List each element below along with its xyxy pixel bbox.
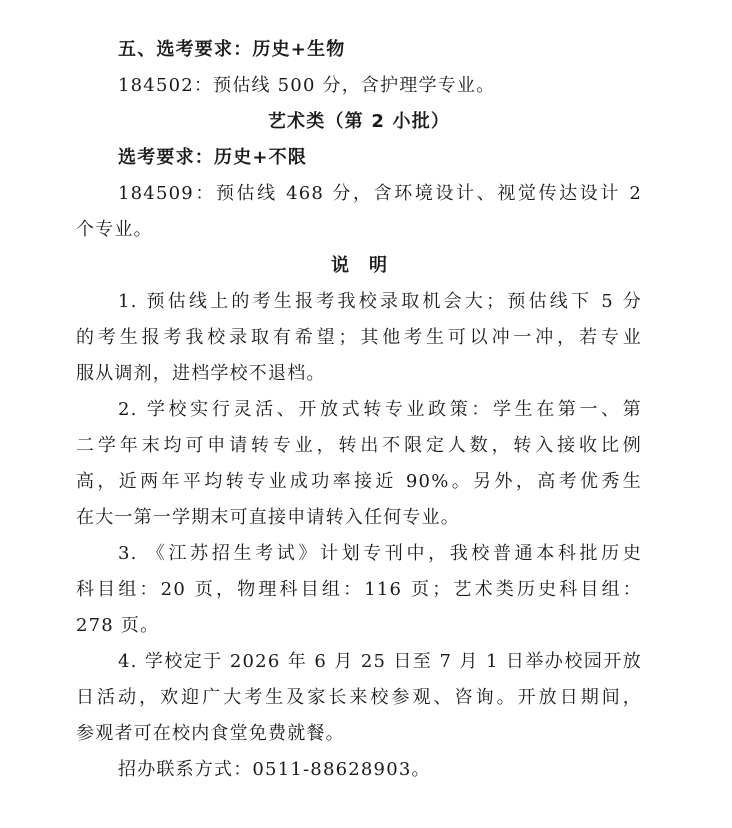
art-text-line-1: 184509：预估线 468 分，含环境设计、视觉传达设计 2 [118,183,642,204]
note-2-line-1: 2. 学校实行灵活、开放式转专业政策：学生在第一、第 [118,399,642,420]
art-text-line-2: 个专业。 [76,219,153,240]
note-4-line-3: 参观者可在校内食堂免费就餐。 [76,723,345,744]
note-3-line-3: 278 页。 [76,615,160,636]
document-page [76,32,642,788]
art-title: 艺术类（第 2 小批） [267,111,451,132]
note-2-line-4: 在大一第一学期末可直接申请转入任何专业。 [76,507,460,528]
note-1-line-1: 1. 预估线上的考生报考我校录取机会大；预估线下 5 分 [118,291,642,312]
note-2-line-2: 二学年末均可申请转专业，转出不限定人数，转入接收比例 [76,435,642,456]
note-4-line-2: 日活动，欢迎广大考生及家长来校参观、咨询。开放日期间， [76,687,642,708]
note-1-line-2: 的考生报考我校录取有希望；其他考生可以冲一冲，若专业 [76,327,642,348]
note-2-line-3: 高，近两年平均转专业成功率接近 90%。另外，高考优秀生 [76,471,642,492]
note-3-line-1: 3. 《江苏招生考试》计划专刊中，我校普通本科批历史 [118,543,642,564]
note-4-line-1: 4. 学校定于 2026 年 6 月 25 日至 7 月 1 日举办校园开放 [118,651,642,672]
section5-text: 184502：预估线 500 分，含护理学专业。 [118,75,496,96]
note-3-line-2: 科目组：20 页，物理科目组：116 页；艺术类历史科目组： [76,579,642,600]
section5-heading: 五、选考要求：历史+生物 [118,39,346,60]
notes-title: 说明 [331,255,407,276]
art-requirement: 选考要求：历史+不限 [118,147,308,168]
note-1-line-3: 服从调剂，进档学校不退档。 [76,363,326,384]
contact-line: 招办联系方式：0511-88628903。 [118,759,431,780]
